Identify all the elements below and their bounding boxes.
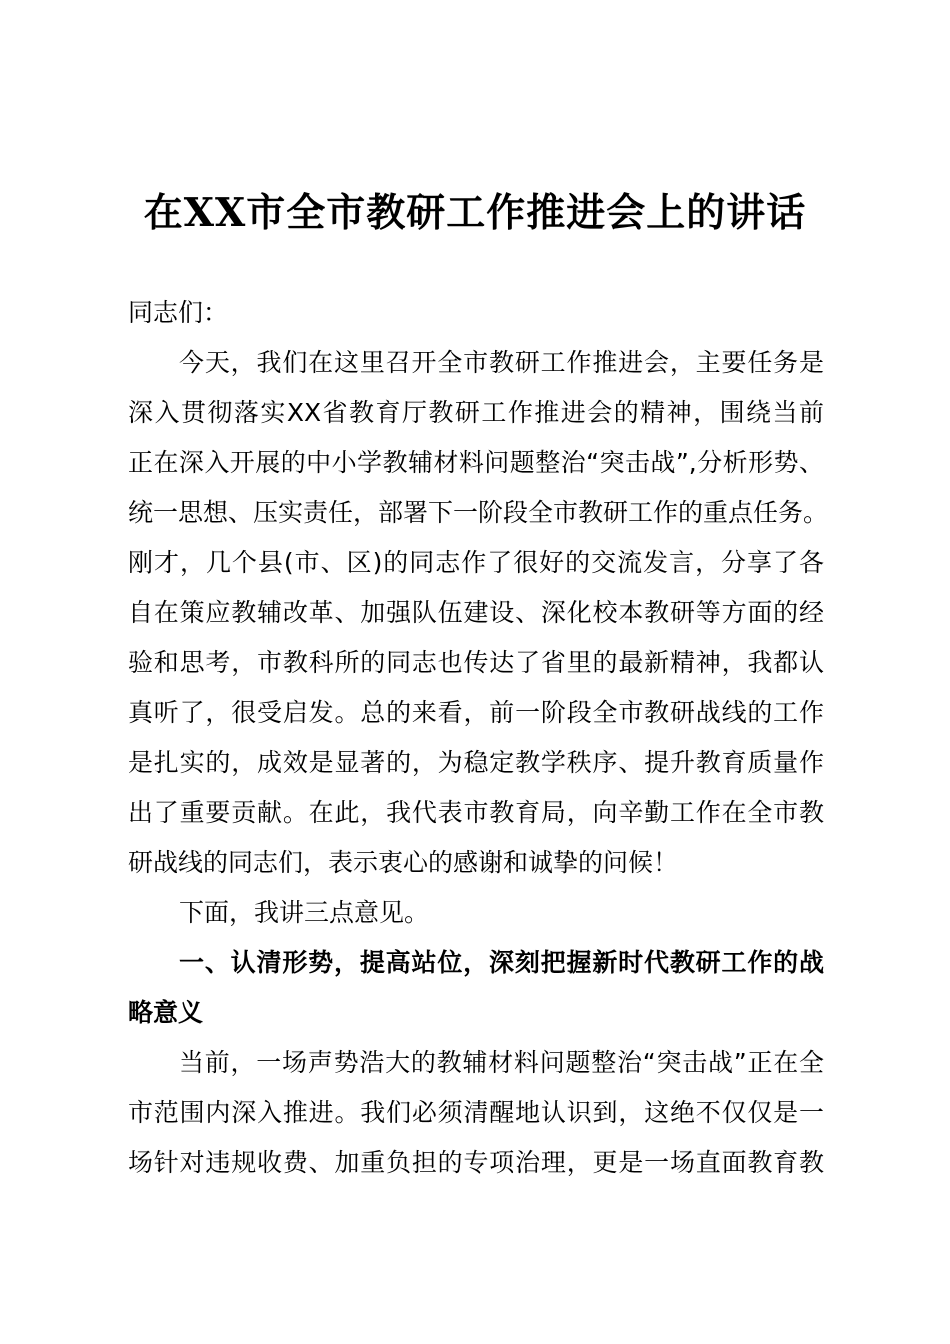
paragraph: [128, 1038, 824, 1188]
text-line: 今天，我们在这里召开全市教研工作推进会，主要任务是: [179, 348, 824, 377]
text-line: 一、认清形势，提高站位，深刻把握新时代教研工作的战: [179, 948, 824, 977]
text-line: 出了重要贡献。在此，我代表市教育局，向辛勤工作在全市教: [128, 798, 824, 827]
text-line: 验和思考，市教科所的同志也传达了省里的最新精神，我都认: [128, 648, 824, 677]
text-line: 同志们：: [128, 298, 229, 327]
text-line: 当前，一场声势浩大的教辅材料问题整治“突击战”正在全: [179, 1048, 824, 1077]
text-line: 统一思想、压实责任，部署下一阶段全市教研工作的重点任务。: [128, 498, 829, 527]
section-heading: [128, 938, 824, 1038]
text-line: 下面，我讲三点意见。: [179, 898, 430, 927]
text-line: 场针对违规收费、加重负担的专项治理，更是一场直面教育教: [128, 1148, 824, 1177]
paragraph: [128, 338, 829, 888]
document-body: [128, 288, 829, 1188]
text-line: 正在深入开展的中小学教辅材料问题整治“突击战”,分析形势、: [128, 448, 824, 477]
text-line: 自在策应教辅改革、加强队伍建设、深化校本教研等方面的经: [128, 598, 824, 627]
text-line: 略意义: [128, 998, 204, 1027]
text-line: 真听了，很受启发。总的来看，前一阶段全市教研战线的工作: [128, 698, 824, 727]
text-line: 是扎实的，成效是显著的，为稳定教学秩序、提升教育质量作: [128, 748, 824, 777]
paragraph: [128, 888, 824, 938]
document-title: 在XX市全市教研工作推进会上的讲话: [143, 190, 807, 236]
paragraph: [128, 288, 824, 338]
text-line: 刚才，几个县(市、区)的同志作了很好的交流发言，分享了各: [128, 548, 824, 577]
text-line: 市范围内深入推进。我们必须清醒地认识到，这绝不仅仅是一: [128, 1098, 824, 1127]
text-line: 深入贯彻落实XX省教育厅教研工作推进会的精神，围绕当前: [128, 398, 824, 427]
text-line: 研战线的同志们，表示衷心的感谢和诚挚的问候！: [128, 848, 679, 877]
